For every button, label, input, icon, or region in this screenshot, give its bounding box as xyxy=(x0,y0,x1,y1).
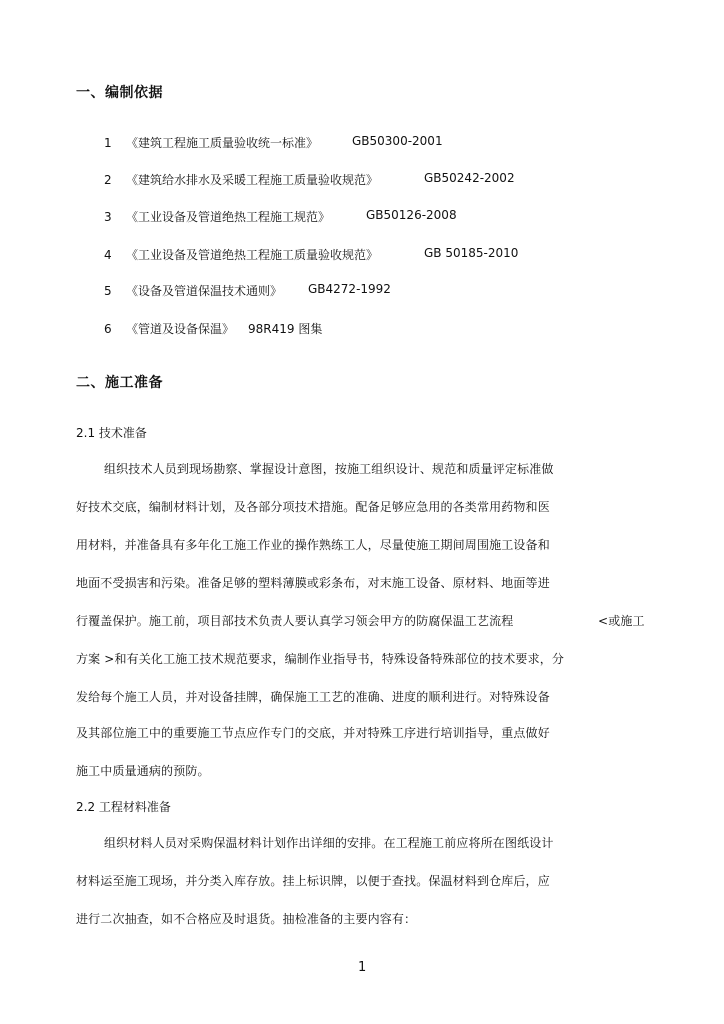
reference-title: 《工业设备及管道绝热工程施工质量验收规范》 xyxy=(126,248,379,262)
paragraph-line: 组织材料人员对采购保温材料计划作出详细的安排。在工程施工前应将所在图纸设计 xyxy=(104,836,554,850)
reference-number: 5 xyxy=(104,284,112,298)
reference-number: 2 xyxy=(104,173,112,187)
reference-title: 《工业设备及管道绝热工程施工规范》 xyxy=(126,210,331,224)
reference-code: GB50126-2008 xyxy=(366,208,457,222)
reference-code: 98R419 图集 xyxy=(248,322,323,336)
reference-item xyxy=(104,320,664,337)
section-heading-preparation: 二、施工准备 xyxy=(76,375,163,391)
section-heading-basis: 一、编制依据 xyxy=(76,85,163,101)
paragraph-line: 地面不受损害和污染。准备足够的塑料薄膜或彩条布，对末施工设备、原材料、地面等进 xyxy=(76,576,550,590)
subsection-heading-materials: 2.2 工程材料准备 xyxy=(76,800,171,814)
paragraph-line: 进行二次抽查，如不合格应及时退货。抽检准备的主要内容有： xyxy=(76,912,417,926)
reference-item xyxy=(104,246,664,263)
paragraph-line-tail: <或施工 xyxy=(598,614,645,628)
paragraph-line: 好技术交底，编制材料计划，及各部分项技术措施。配备足够应急用的各类常用药物和医 xyxy=(76,500,550,514)
reference-number: 4 xyxy=(104,248,112,262)
reference-item xyxy=(104,134,664,151)
paragraph-line: 发给每个施工人员，并对设备挂牌，确保施工工艺的准确、进度的顺利进行。对特殊设备 xyxy=(76,690,550,704)
reference-title: 《管道及设备保温》 xyxy=(126,322,235,336)
reference-number: 6 xyxy=(104,322,112,336)
reference-code: GB4272-1992 xyxy=(308,282,391,296)
reference-title: 《设备及管道保温技术通则》 xyxy=(126,284,283,298)
reference-code: GB50242-2002 xyxy=(424,171,515,185)
paragraph-line: 行覆盖保护。施工前，项目部技术负责人要认真学习领会甲方的防腐保温工艺流程 xyxy=(76,614,514,628)
reference-item xyxy=(104,208,664,225)
reference-title: 《建筑工程施工质量验收统一标准》 xyxy=(126,136,319,150)
paragraph-line: 用材料，并准备具有多年化工施工作业的操作熟练工人，尽量使施工期间周围施工设备和 xyxy=(76,538,550,552)
paragraph-line: 施工中质量通病的预防。 xyxy=(76,764,210,778)
paragraph-line: 组织技术人员到现场勘察、掌握设计意图，按施工组织设计、规范和质量评定标准做 xyxy=(104,462,554,476)
reference-item xyxy=(104,282,664,299)
paragraph-line: 方案 >和有关化工施工技术规范要求，编制作业指导书，特殊设备特殊部位的技术要求，分 xyxy=(76,652,565,666)
reference-code: GB 50185-2010 xyxy=(424,246,519,260)
paragraph-line: 及其部位施工中的重要施工节点应作专门的交底，并对特殊工序进行培训指导，重点做好 xyxy=(76,726,550,740)
reference-code: GB50300-2001 xyxy=(352,134,443,148)
reference-title: 《建筑给水排水及采暖工程施工质量验收规范》 xyxy=(126,173,379,187)
subsection-heading-technical: 2.1 技术准备 xyxy=(76,426,147,440)
page-number: 1 xyxy=(358,960,367,975)
reference-number: 1 xyxy=(104,136,112,150)
reference-item xyxy=(104,171,664,188)
reference-number: 3 xyxy=(104,210,112,224)
paragraph-line: 材料运至施工现场，并分类入库存放。挂上标识牌，以便于查找。保温材料到仓库后，应 xyxy=(76,874,550,888)
